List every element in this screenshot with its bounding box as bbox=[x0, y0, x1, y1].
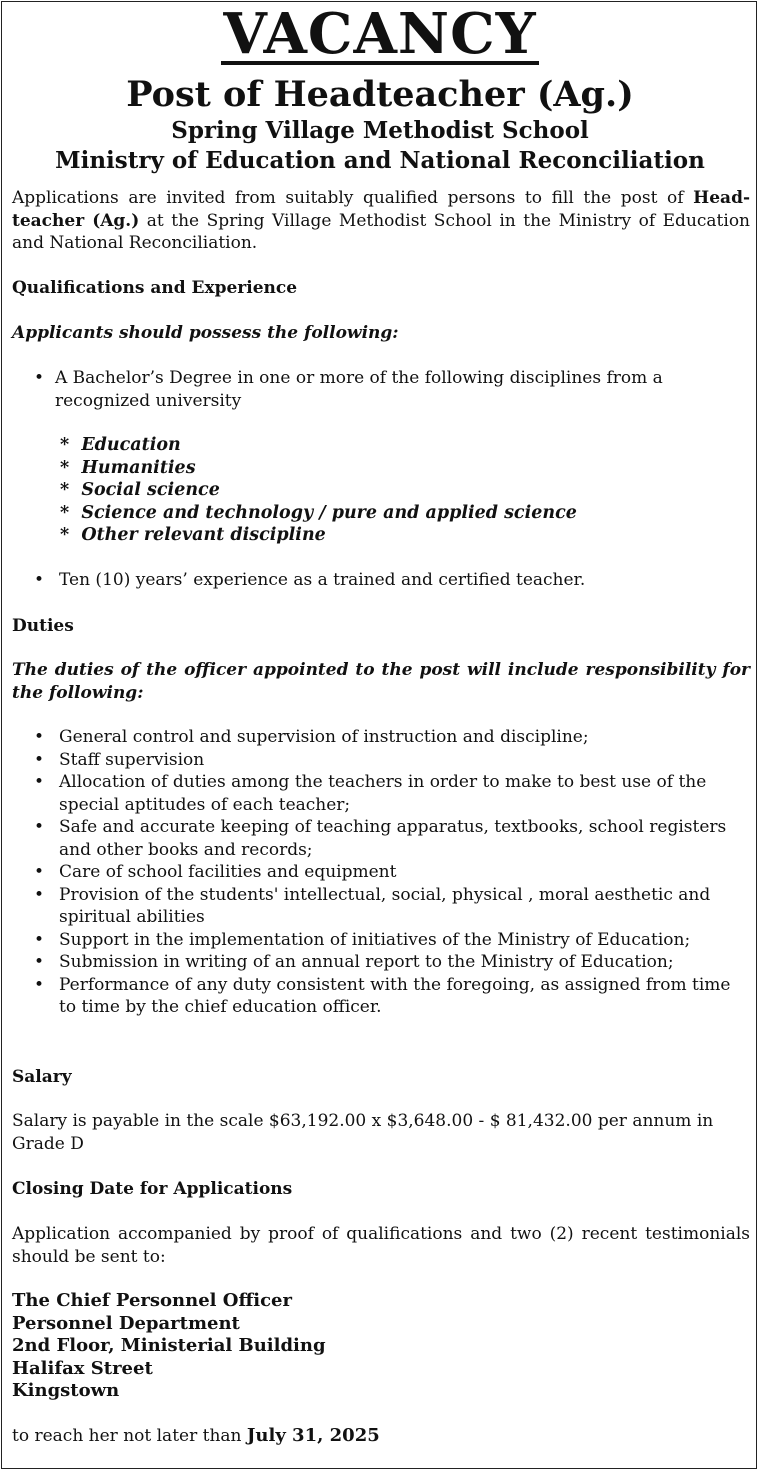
deadline-line: to reach her not later than July 31, 2025 bbox=[12, 1425, 380, 1446]
post-name-bold: Headteacher (Ag.) bbox=[12, 188, 751, 231]
closing-heading: Closing Date for Applications bbox=[12, 1179, 293, 1199]
list-item: • Ten (10) years’ experience as a trained and certified teacher. bbox=[12, 569, 750, 592]
list-item: * Humanities bbox=[12, 457, 750, 480]
deadline-date: July 31, 2025 bbox=[246, 1425, 380, 1446]
list-item: * Science and technology / pure and applied science bbox=[12, 502, 750, 525]
post-title: Post of Headteacher (Ag.) bbox=[126, 74, 634, 115]
vacancy-title: VACANCY bbox=[223, 1, 537, 67]
school-name: Spring Village Methodist School bbox=[171, 117, 589, 144]
address-line: Personnel Department bbox=[12, 1312, 240, 1334]
duties-heading: Duties bbox=[12, 616, 74, 636]
qualifications-subheading: Applicants should possess the following: bbox=[12, 323, 399, 343]
degree-list bbox=[12, 367, 692, 412]
list-item: • Allocation of duties among the teachers in order to make to best use of the special aptitudes of each teacher; bbox=[12, 771, 742, 816]
duties-list bbox=[12, 726, 742, 1019]
address-line: Halifax Street bbox=[12, 1357, 153, 1379]
list-item: * Social science bbox=[12, 479, 750, 502]
closing-text: Application accompanied by proof of qualifications and two (2) recent testimonials should be sent to: bbox=[12, 1224, 750, 1267]
list-item: • Submission in writing of an annual report to the Ministry of Education; bbox=[12, 951, 742, 974]
salary-text: Salary is payable in the scale $63,192.00 x $3,648.00 - $ 81,432.00 per annum in Grade D bbox=[12, 1111, 714, 1154]
ministry-name: Ministry of Education and National Reconciliation bbox=[55, 147, 705, 174]
salary-heading: Salary bbox=[12, 1067, 72, 1087]
address-line: Kingstown bbox=[12, 1380, 120, 1401]
duties-subheading: The duties of the officer appointed to the post will include responsibility for the following: bbox=[12, 660, 750, 703]
list-item: • Care of school facilities and equipment bbox=[12, 861, 742, 884]
experience-list bbox=[12, 569, 750, 592]
list-item: * Other relevant discipline bbox=[12, 524, 750, 547]
list-item: • Staff supervision bbox=[12, 749, 742, 772]
list-item: • Performance of any duty consistent with the foregoing, as assigned from time to time by the chief education officer. bbox=[12, 974, 742, 1019]
qualifications-heading: Qualifications and Experience bbox=[12, 278, 298, 298]
address-block bbox=[12, 1290, 750, 1403]
list-item: • Safe and accurate keeping of teaching apparatus, textbooks, school registers and other books and records; bbox=[12, 816, 742, 861]
list-item: * Education bbox=[12, 434, 750, 457]
list-item: • Support in the implementation of initiatives of the Ministry of Education; bbox=[12, 929, 742, 952]
address-line: 2nd Floor, Ministerial Building bbox=[12, 1335, 326, 1356]
list-item: • Provision of the students' intellectual, social, physical , moral aesthetic and spiritual abilities bbox=[12, 884, 742, 929]
discipline-list bbox=[12, 434, 750, 547]
intro-paragraph: Applications are invited from suitably qualified persons to fill the post of Headteacher (Ag.) at the Spring Village Methodist School in the Ministry of Education and National Reconciliation. bbox=[12, 188, 751, 253]
list-item: • A Bachelor’s Degree in one or more of the following disciplines from a recognized university bbox=[12, 367, 692, 412]
address-line: The Chief Personnel Officer bbox=[12, 1290, 292, 1311]
list-item: • General control and supervision of instruction and discipline; bbox=[12, 726, 742, 749]
